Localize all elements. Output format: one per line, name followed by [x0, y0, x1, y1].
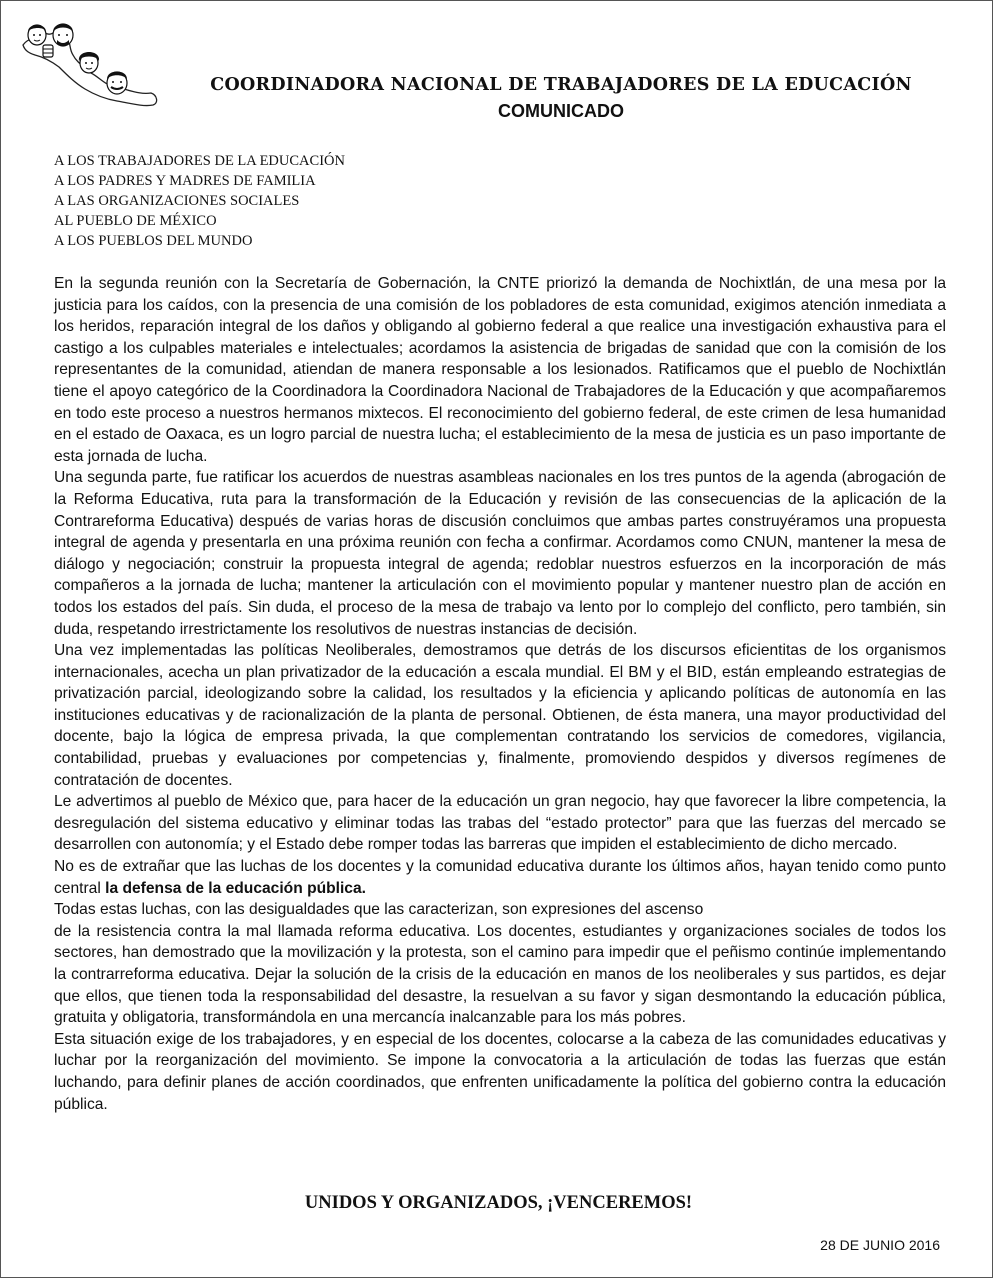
body-line: Todas estas luchas, con las desigualdades que las caracterizan, son expresiones del ascenso — [54, 901, 704, 919]
addressee-line: A LOS PADRES Y MADRES DE FAMILIA — [54, 173, 316, 189]
body-paragraph: Le advertimos al pueblo de México que, para hacer de la educación un gran negocio, hay que favorecer la libre competencia, la desregulación del sistema educativo y eliminar todas las trabas del “estado protector” para que las fuerzas del mercado se desarrollen con autonomía; y el Estado debe romper todas las barreras que impiden el establecimiento de dicho mercado. — [54, 793, 946, 854]
body-text: No es de extrañar que las luchas de los docentes y la comunidad educativa durante los últimos años, hayan tenido como punto central — [54, 858, 946, 897]
portrait-4-icon — [107, 72, 127, 95]
addressee-line: A LOS TRABAJADORES DE LA EDUCACIÓN — [54, 153, 345, 169]
addressee-line: A LOS PUEBLOS DEL MUNDO — [54, 233, 253, 249]
organization-title: COORDINADORA NACIONAL DE TRABAJADORES DE LA EDUCACIÓN — [210, 75, 912, 95]
document-date: 28 DE JUNIO 2016 — [820, 1237, 940, 1253]
portrait-3-icon — [79, 52, 99, 73]
addressee-list — [54, 151, 345, 251]
addressee-line: AL PUEBLO DE MÉXICO — [54, 213, 217, 229]
raised-fist-icon — [43, 45, 53, 57]
communique-body — [54, 273, 946, 1115]
body-paragraph: Una vez implementadas las políticas Neoliberales, demostramos que detrás de los discursos eficientitas de los organismos internacionales, acecha un plan privatizador de la educación a escala mundial. El BM y el BID, están empleando estrategias de privatización parcial, ideologizando sobre la calidad, los resultados y la eficiencia y aplicando políticas de autonomía en las instituciones educativas y de racionalización de la planta de personal. Obtienen, de ésta manera, una mayor productividad del docente, bajo la lógica de empresa privada, la que complementan contratando los servicios de comedores, vigilancia, contabilidad, pruebas y evaluaciones por competencias y, finalmente, promoviendo despidos y diversos regímenes de contratación de docentes. — [54, 642, 946, 789]
bold-phrase: la defensa de la educación pública. — [105, 879, 366, 897]
document-type: COMUNICADO — [498, 101, 624, 121]
body-paragraph: de la resistencia contra la mal llamada reforma educativa. Los docentes, estudiantes y organizaciones sociales de todos los sectores, han demostrado que la movilización y la protesta, son el camino para impedir que el peñismo continúe implementando la contrarreforma educativa. Dejar la solución de la crisis de la educación en manos de los neoliberales y sus partidos, es dejar que ellos, que tienen toda la responsabilidad del desastre, la resuelvan a su favor y sigan desmontando la educación pública, gratuita y obligatoria, transformándola en una mercancía inalcanzable para los más pobres. — [54, 922, 946, 1027]
cnte-portraits-logo — [19, 15, 164, 110]
body-paragraph: Una segunda parte, fue ratificar los acuerdos de nuestras asambleas nacionales en los tres puntos de la agenda (abrogación de la Reforma Educativa, ruta para la transformación de la Educación y revisión de las consecuencias de la aplicación de la Contrareforma Educativa) después de varias horas de discusión concluimos que ambas partes construyéramos una propuesta integral de agenda y presentarla en una próxima reunión con fecha a confirmar. Acordamos como CNUN, mantener la mesa de diálogo y negociación; construir la propuesta integral de agenda; redoblar nuestros esfuerzos en la incorporación de más compañeros a la jornada de lucha; mantener la articulación con el movimiento popular y mantener nuestro plan de acción en todos los estados del país. Sin duda, el proceso de la mesa de trabajo va lento por lo complejo del conflicto, pero también, sin duda, respetando irrestrictamente los resolutivos de nuestras instancias de decisión. — [54, 469, 946, 638]
body-paragraph: En la segunda reunión con la Secretaría de Gobernación, la CNTE priorizó la demanda de Nochixtlán, de una mesa por la justicia para los caídos, con la presencia de una comisión de los pobladores de esta comunidad, exigimos atención inmediata a los heridos, reparación integral de los daños y obligando al gobierno federal a que realice una investigación exhaustiva para el castigo a los culpables materiales e intelectuales; acordamos la asistencia de brigadas de sanidad que con la comisión de los representantes de la comunidad, atiendan de manera responsable a los lesionados. Ratificamos que el pueblo de Nochixtlán tiene el apoyo categórico de la Coordinadora la Coordinadora Nacional de Trabajadores de la Educación y que acompañaremos en todo este proceso a nuestros hermanos mixtecos. El reconocimiento del gobierno federal, de este crimen de lesa humanidad en el estado de Oaxaca, es un logro parcial de nuestra lucha; el establecimiento de la mesa de justicia es un paso importante de esta jornada de lucha. — [54, 275, 946, 465]
portrait-2-icon — [53, 24, 73, 46]
addressee-line: A LAS ORGANIZACIONES SOCIALES — [54, 193, 300, 209]
closing-slogan: UNIDOS Y ORGANIZADOS, ¡VENCEREMOS! — [304, 1193, 693, 1213]
portrait-1-icon — [28, 25, 46, 45]
body-paragraph: Esta situación exige de los trabajadores, y en especial de los docentes, colocarse a la cabeza de las comunidades educativas y luchar por la reorganización del movimiento. Se impone la convocatoria a la articulación de todas las fuerzas que están luchando, para definir planes de acción coordinados, que enfrenten unificadamente la política del gobierno contra la educación pública. — [54, 1030, 946, 1113]
body-paragraph — [54, 856, 946, 899]
